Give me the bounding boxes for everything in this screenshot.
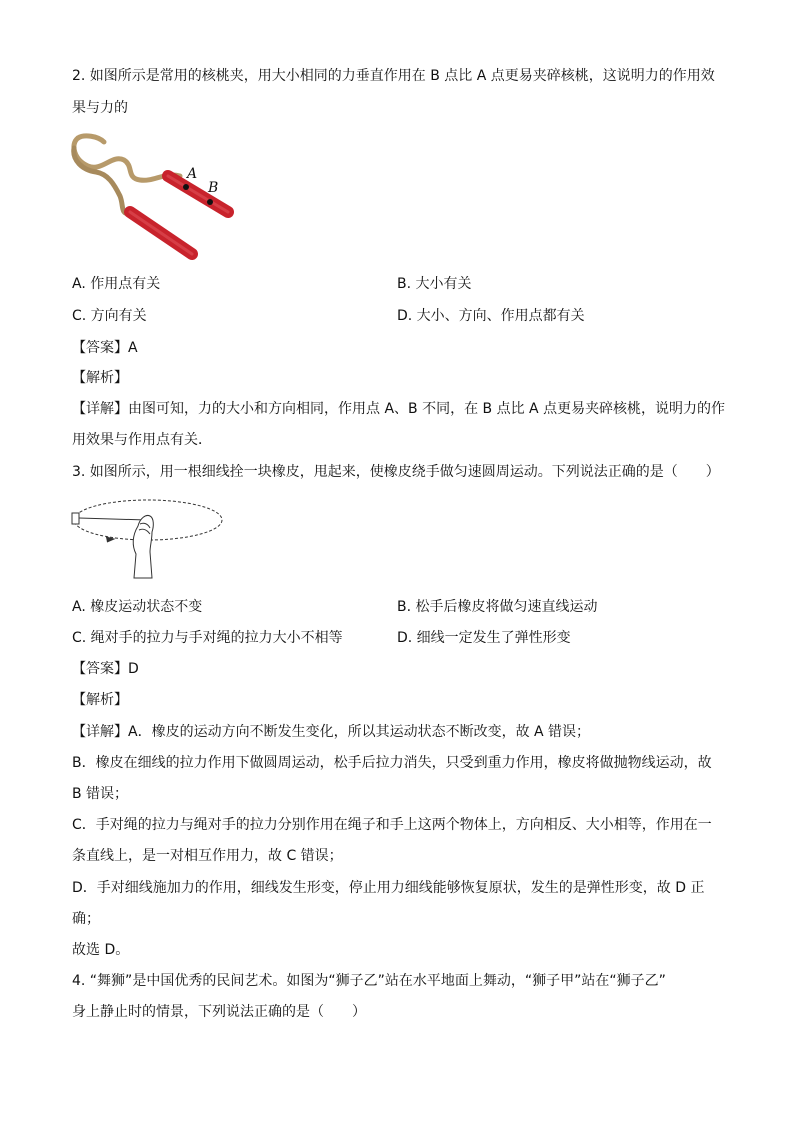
q3-detail-b2: B 错误； [72, 786, 129, 802]
q3-analysis-title: 【解析】 [72, 692, 128, 708]
nutcracker-figure [68, 126, 240, 268]
q2-detail-line2: 用效果与作用点有关． [72, 432, 212, 448]
q3-stem: 3. 如图所示，用一根细线拴一块橡皮，甩起来，使橡皮绕手做匀速圆周运动。下列说法正确的是（ ） [72, 464, 720, 480]
q4-stem-line2: 身上静止时的情景，下列说法正确的是（ ） [72, 1004, 366, 1020]
point-b-label: B [208, 180, 219, 196]
q2-option-c: C. 方向有关 [72, 308, 147, 324]
q3-answer: 【答案】D [72, 661, 139, 677]
q3-conclusion: 故选 D。 [72, 942, 130, 958]
eraser-circle-figure [68, 496, 228, 586]
q3-option-d: D. 细线一定发生了弹性形变 [397, 630, 571, 646]
q2-option-b: B. 大小有关 [397, 276, 472, 292]
q2-stem-line2: 果与力的 [72, 100, 128, 116]
q4-stem-line1: 4. “舞狮”是中国优秀的民间艺术。如图为“狮子乙”站在水平地面上舞动，“狮子甲”站在“狮子乙” [72, 973, 666, 989]
q3-detail-a: 【详解】A．橡皮的运动方向不断发生变化，所以其运动状态不断改变，故 A 错误； [72, 724, 591, 740]
q2-option-d: D. 大小、方向、作用点都有关 [397, 308, 585, 324]
q2-analysis-title: 【解析】 [72, 370, 128, 386]
q3-detail-c1: C．手对绳的拉力与绳对手的拉力分别作用在绳子和手上这两个物体上，方向相反、大小相等，作用在一 [72, 817, 712, 833]
q2-option-a: A. 作用点有关 [72, 276, 161, 292]
point-b-marker [207, 199, 213, 205]
q3-detail-b1: B．橡皮在细线的拉力作用下做圆周运动，松手后拉力消失，只受到重力作用，橡皮将做抛物线运动，故 [72, 755, 712, 771]
q3-detail-c2: 条直线上，是一对相互作用力，故 C 错误； [72, 848, 343, 864]
point-a-marker [183, 184, 189, 190]
q2-answer: 【答案】A [72, 340, 138, 356]
q2-stem-line1: 2. 如图所示是常用的核桃夹，用大小相同的力垂直作用在 B 点比 A 点更易夹碎核桃，这说明力的作用效 [72, 68, 715, 84]
q2-detail-line1: 【详解】由图可知，力的大小和方向相同，作用点 A、B 不同，在 B 点比 A 点更易夹碎核桃，说明力的作 [72, 401, 726, 417]
q3-detail-d2: 确； [72, 911, 100, 927]
q3-detail-d1: D．手对细线施加力的作用，细线发生形变，停止用力细线能够恢复原状，发生的是弹性形变，故 D 正 [72, 880, 705, 896]
q3-option-b: B. 松手后橡皮将做匀速直线运动 [397, 599, 598, 615]
q3-option-a: A. 橡皮运动状态不变 [72, 599, 203, 615]
q3-option-c: C. 绳对手的拉力与手对绳的拉力大小不相等 [72, 630, 343, 646]
point-a-label: A [187, 166, 198, 182]
